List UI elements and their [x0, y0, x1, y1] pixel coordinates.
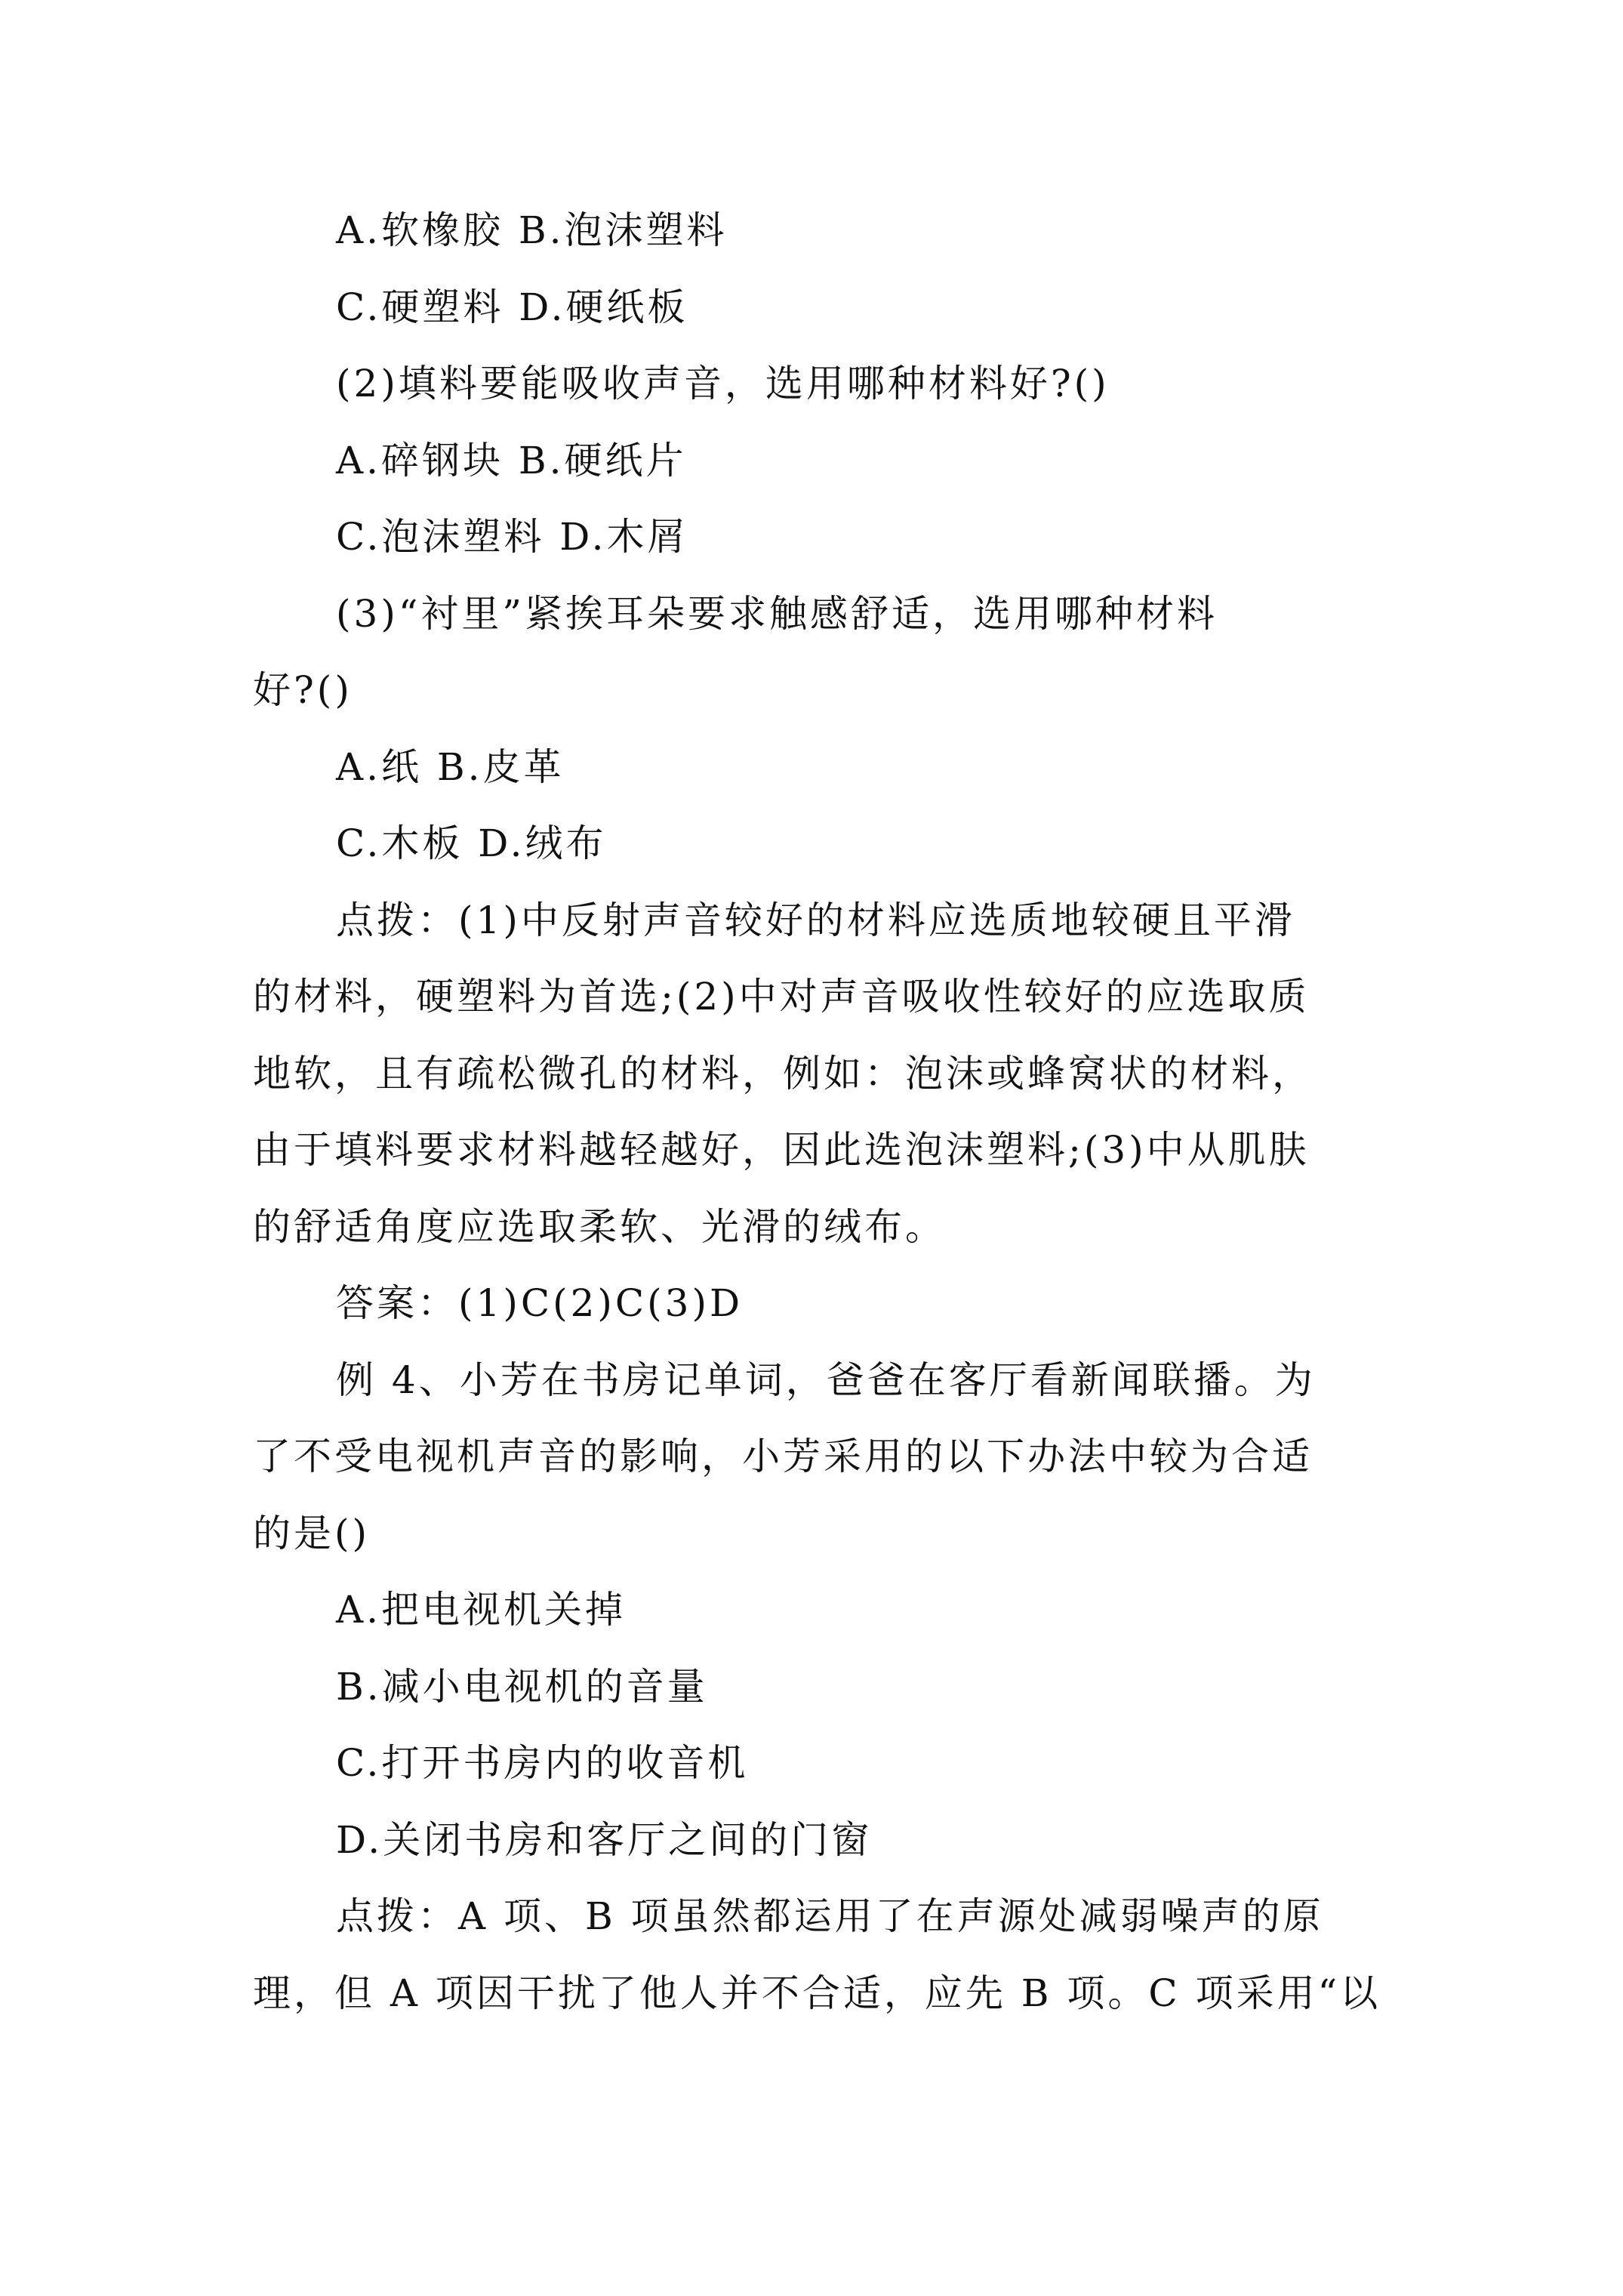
answer-line: 答案：(1)C(2)C(3)D — [336, 1281, 744, 1325]
example-4-line-2: 了不受电视机声音的影响，小芳采用的以下办法中较为合适 — [253, 1435, 1313, 1478]
question-3-part-1: (3)“衬里”紧挨耳朵要求触感舒适，选用哪种材料 — [336, 591, 1218, 636]
question-2: (2)填料要能吸收声音，选用哪种材料好?() — [336, 362, 1110, 405]
hint-paragraph-line-1: 点拨：(1)中反射声音较好的材料应选质地较硬且平滑 — [336, 898, 1295, 942]
example-4-option-a: A.把电视机关掉 — [336, 1588, 627, 1632]
example-4-option-b: B.减小电视机的音量 — [336, 1664, 708, 1709]
example-4-line-3: 的是() — [253, 1511, 371, 1555]
document-body — [253, 193, 1385, 2032]
option-line-4: C.泡沫塑料 D.木屑 — [336, 515, 688, 559]
option-line-5: A.纸 B.皮革 — [336, 744, 565, 789]
example-4-option-c: C.打开书房内的收音机 — [336, 1741, 749, 1785]
option-line-2: C.硬塑料 D.硬纸板 — [336, 285, 688, 329]
hint-4-line-1: 点拨：A 项、B 项虽然都运用了在声源处减弱噪声的原 — [336, 1894, 1324, 1938]
option-line-1: A.软橡胶 B.泡沫塑料 — [336, 208, 728, 252]
option-line-3: A.碎钢块 B.硬纸片 — [336, 438, 687, 482]
option-line-6: C.木板 D.绒布 — [336, 821, 607, 865]
hint-paragraph-line-3: 地软，且有疏松微孔的材料，例如：泡沫或蜂窝状的材料， — [253, 1051, 1313, 1096]
hint-paragraph-line-5: 的舒适角度应选取柔软、光滑的绒布。 — [253, 1204, 946, 1249]
hint-paragraph-line-4: 由于填料要求材料越轻越好，因此选泡沫塑料;(3)中从肌肤 — [253, 1128, 1310, 1172]
example-4-line-1: 例 4、小芳在书房记单词，爸爸在客厅看新闻联播。为 — [336, 1358, 1316, 1402]
hint-paragraph-line-2: 的材料，硬塑料为首选;(2)中对声音吸收性较好的应选取质 — [253, 975, 1310, 1019]
example-4-option-d: D.关闭书房和客厅之间的门窗 — [336, 1817, 873, 1862]
hint-4-line-2: 理，但 A 项因干扰了他人并不合适，应先 B 项。C 项采用“以 — [253, 1971, 1381, 2015]
question-3-part-2: 好?() — [253, 668, 353, 712]
